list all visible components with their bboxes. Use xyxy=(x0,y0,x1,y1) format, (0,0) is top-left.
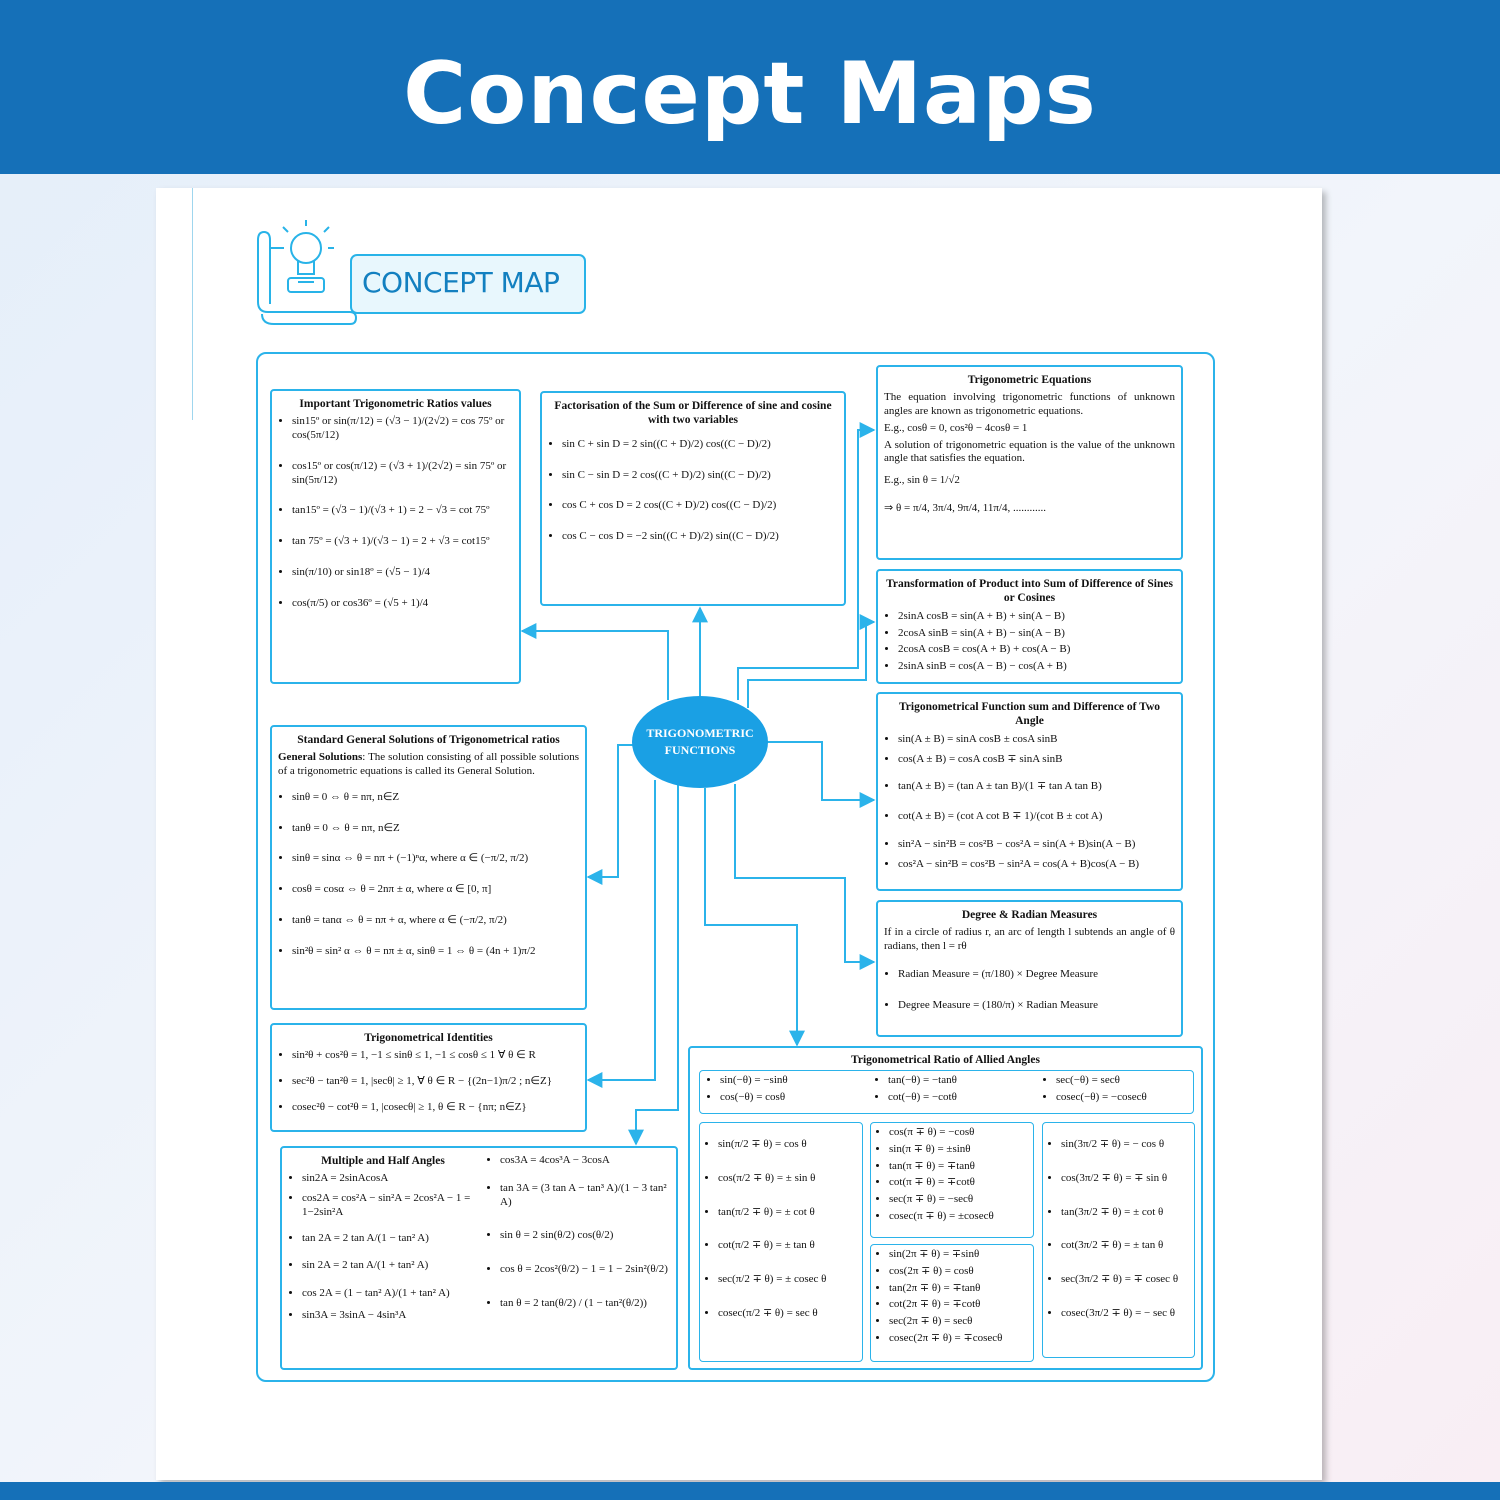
list-item: • cosec(2π ∓ θ) = ∓cosecθ xyxy=(889,1332,1027,1346)
box-sum-difference xyxy=(876,692,1183,891)
list-item: • cos(π ∓ θ) = −cosθ xyxy=(889,1126,1027,1140)
list-item: • sin3A = 3sinA − 4sin³A xyxy=(302,1309,478,1323)
list-item: • sinθ = 0 ⇔ θ = nπ, n∈Z xyxy=(292,791,579,805)
list-item: • Radian Measure = (π/180) × Degree Measure xyxy=(898,968,1175,982)
list-item: • cos3A = 4cos³A − 3cosA xyxy=(500,1154,672,1168)
allied-three-half-pi xyxy=(1042,1122,1195,1358)
list-item: • 2cosA cosB = cos(A + B) + cos(A − B) xyxy=(898,643,1175,657)
list-item: • cos C − cos D = −2 sin((C + D)/2) sin((C − D)/2) xyxy=(562,530,838,544)
list-item: • tan(2π ∓ θ) = ∓tanθ xyxy=(889,1282,1027,1296)
list-item: • sin(A ± B) = sinA cosB ± cosA sinB xyxy=(898,733,1175,747)
list-item: • tan 75º = (√3 + 1)/(√3 − 1) = 2 + √3 = cot15º xyxy=(292,535,513,549)
equations-solution-definition: A solution of trigonometric equation is the value of the unknown angle that satisfies the equation. xyxy=(884,438,1175,465)
list-item: • cosec(3π/2 ∓ θ) = − sec θ xyxy=(1061,1307,1188,1321)
center-node-trigonometric-functions xyxy=(632,696,768,788)
list-item: • cot(A ± B) = (cot A cot B ∓ 1)/(cot B ± cot A) xyxy=(898,810,1175,824)
list-item: • cot(3π/2 ∓ θ) = ± tan θ xyxy=(1061,1239,1188,1253)
list-item: • cos(2π ∓ θ) = cosθ xyxy=(889,1265,1027,1279)
list-item: • cos2A = cos²A − sin²A = 2cos²A − 1 = 1−2sin²A xyxy=(302,1192,478,1220)
box-title: Transformation of Product into Sum of Difference of Sines or Cosines xyxy=(886,578,1173,605)
box-title: Trigonometric Equations xyxy=(967,374,1092,386)
page-title: Concept Maps xyxy=(403,44,1097,144)
box-title: Factorisation of the Sum or Difference of sine and cosine with two variables xyxy=(554,400,832,427)
general-solutions-definition: : The solution consisting of all possible solutions of a trigonometric equations is called its General Solution. xyxy=(278,751,579,778)
list-item: • sec²θ − tan²θ = 1, |secθ| ≥ 1, ∀ θ ∈ R − {(2n−1)π/2 ; n∈Z} xyxy=(292,1075,579,1089)
list-item: • cosec(π ∓ θ) = ±cosecθ xyxy=(889,1210,1027,1224)
equations-solution: ⇒ θ = π/4, 3π/4, 9π/4, 11π/4, ............ xyxy=(884,501,1046,514)
allied-half-pi xyxy=(699,1122,863,1362)
list-item: • tan15º = (√3 − 1)/(√3 + 1) = 2 − √3 = cot 75º xyxy=(292,504,513,518)
box-important-ratios xyxy=(270,389,521,684)
allied-pi xyxy=(870,1122,1034,1238)
box-title: Trigonometrical Identities xyxy=(364,1032,493,1044)
list-item: • sec(2π ∓ θ) = secθ xyxy=(889,1315,1027,1329)
list-item: • Degree Measure = (180/π) × Radian Measure xyxy=(898,999,1175,1013)
list-item: • cos C + cos D = 2 cos((C + D)/2) cos((C − D)/2) xyxy=(562,499,838,513)
list-item: • tan(π/2 ∓ θ) = ± cot θ xyxy=(718,1206,856,1220)
list-item: • sin²A − sin²B = cos²B − cos²A = sin(A + B)sin(A − B) xyxy=(898,838,1175,852)
concept-map-label: CONCEPT MAP xyxy=(362,266,560,299)
list-item: • 2sinA sinB = cos(A − B) − cos(A + B) xyxy=(898,660,1175,674)
box-title: Standard General Solutions of Trigonometrical ratios xyxy=(297,734,560,746)
list-item: • tan θ = 2 tan(θ/2) / (1 − tan²(θ/2)) xyxy=(500,1297,672,1311)
center-node-line2: FUNCTIONS xyxy=(664,742,736,757)
list-item: • sin15º or sin(π/12) = (√3 − 1)/(2√2) = cos 75º or cos(5π/12) xyxy=(292,415,513,443)
list-item: • sin(2π ∓ θ) = ∓sinθ xyxy=(889,1248,1027,1262)
list-item: • cos(π/2 ∓ θ) = ± sin θ xyxy=(718,1172,856,1186)
list-item: • cos(A ± B) = cosA cosB ∓ sinA sinB xyxy=(898,753,1175,767)
list-item: • tan 3A = (3 tan A − tan³ A)/(1 − 3 tan² A) xyxy=(500,1182,672,1210)
list-item: • cot(−θ) = −cotθ xyxy=(888,1091,1056,1105)
center-node-line1: TRIGONOMETRIC xyxy=(646,726,754,740)
list-item: • tan(−θ) = −tanθ xyxy=(888,1074,1056,1088)
box-degree-radian xyxy=(876,900,1183,1037)
box-trigonometric-equations xyxy=(876,365,1183,560)
bottom-bar xyxy=(0,1482,1500,1500)
list-item: • tan(3π/2 ∓ θ) = ± cot θ xyxy=(1061,1206,1188,1220)
list-item: • cos(3π/2 ∓ θ) = ∓ sin θ xyxy=(1061,1172,1188,1186)
allied-two-pi xyxy=(870,1244,1034,1362)
list-item: • sin θ = 2 sin(θ/2) cos(θ/2) xyxy=(500,1229,672,1243)
list-item: • sin C − sin D = 2 cos((C + D)/2) sin((C − D)/2) xyxy=(562,469,838,483)
list-item: • sec(−θ) = secθ xyxy=(1056,1074,1194,1088)
box-transformation xyxy=(876,569,1183,684)
list-item: • sec(π/2 ∓ θ) = ± cosec θ xyxy=(718,1273,856,1287)
box-identities xyxy=(270,1023,587,1132)
box-multiple-half-angles xyxy=(280,1146,678,1370)
list-item: • sec(3π/2 ∓ θ) = ∓ cosec θ xyxy=(1061,1273,1188,1287)
list-item: • tan(A ± B) = (tan A ± tan B)/(1 ∓ tan A tan B) xyxy=(898,780,1175,794)
list-item: • cos(−θ) = cosθ xyxy=(720,1091,888,1105)
list-item: • cos θ = 2cos²(θ/2) − 1 = 1 − 2sin²(θ/2) xyxy=(500,1263,672,1277)
list-item: • sin(−θ) = −sinθ xyxy=(720,1074,888,1088)
list-item: • sin2A = 2sinAcosA xyxy=(302,1172,478,1186)
list-item: • sin²θ = sin² α ⇔ θ = nπ ± α, sinθ = 1 ⇔ θ = (4n + 1)π/2 xyxy=(292,945,579,959)
list-item: • sinθ = sinα ⇔ θ = nπ + (−1)ⁿα, where α ∈ (−π/2, π/2) xyxy=(292,852,579,866)
list-item: • tan(π ∓ θ) = ∓tanθ xyxy=(889,1160,1027,1174)
equations-definition: The equation involving trigonometric functions of unknown angles are known as trigonometric equations. xyxy=(884,391,1175,418)
list-item: • cos 2A = (1 − tan² A)/(1 + tan² A) xyxy=(302,1287,478,1301)
equations-example-2: E.g., sin θ = 1/√2 xyxy=(884,474,960,487)
list-item: • cos(π/5) or cos36º = (√5 + 1)/4 xyxy=(292,597,513,611)
list-item: • cosec²θ − cot²θ = 1, |cosecθ| ≥ 1, θ ∈ R − {nπ; n∈Z} xyxy=(292,1101,579,1115)
list-item: • cos²A − sin²B = cos²B − sin²A = cos(A + B)cos(A − B) xyxy=(898,858,1175,872)
list-item: • sin 2A = 2 tan A/(1 + tan² A) xyxy=(302,1259,478,1273)
list-item: • sec(π ∓ θ) = −secθ xyxy=(889,1193,1027,1207)
general-solutions-lead: General Solutions xyxy=(278,751,363,764)
list-item: • cosθ = cosα ⇔ θ = 2nπ ± α, where α ∈ [0, π] xyxy=(292,883,579,897)
list-item: • sin(π/10) or sin18º = (√5 − 1)/4 xyxy=(292,566,513,580)
equations-example-1: E.g., cosθ = 0, cos²θ − 4cosθ = 1 xyxy=(884,421,1028,434)
box-title: Degree & Radian Measures xyxy=(961,909,1098,921)
list-item: • 2cosA sinB = sin(A + B) − sin(A − B) xyxy=(898,627,1175,641)
list-item: • tan 2A = 2 tan A/(1 − tan² A) xyxy=(302,1232,478,1246)
allied-negative-angles xyxy=(699,1070,1194,1114)
box-title: Trigonometrical Ratio of Allied Angles xyxy=(851,1054,1040,1066)
list-item: • sin(3π/2 ∓ θ) = − cos θ xyxy=(1061,1138,1188,1152)
list-item: • cot(2π ∓ θ) = ∓cotθ xyxy=(889,1298,1027,1312)
list-item: • cot(π ∓ θ) = ∓cotθ xyxy=(889,1176,1027,1190)
list-item: • sin(π/2 ∓ θ) = cos θ xyxy=(718,1138,856,1152)
list-item: • 2sinA cosB = sin(A + B) + sin(A − B) xyxy=(898,610,1175,624)
box-allied-angles xyxy=(688,1046,1203,1370)
list-item: • cosec(π/2 ∓ θ) = sec θ xyxy=(718,1307,856,1321)
box-title: Multiple and Half Angles xyxy=(321,1155,445,1167)
list-item: • sin²θ + cos²θ = 1, −1 ≤ sinθ ≤ 1, −1 ≤ cosθ ≤ 1 ∀ θ ∈ R xyxy=(292,1049,579,1063)
box-factorisation xyxy=(540,391,846,606)
list-item: • tanθ = tanα ⇔ θ = nπ + α, where α ∈ (−π/2, π/2) xyxy=(292,914,579,928)
list-item: • tanθ = 0 ⇔ θ = nπ, n∈Z xyxy=(292,822,579,836)
list-item: • cot(π/2 ∓ θ) = ± tan θ xyxy=(718,1239,856,1253)
list-item: • sin C + sin D = 2 sin((C + D)/2) cos((C − D)/2) xyxy=(562,438,838,452)
box-title: Important Trigonometric Ratios values xyxy=(299,398,492,410)
list-item: • cosec(−θ) = −cosecθ xyxy=(1056,1091,1194,1105)
degree-definition: If in a circle of radius r, an arc of length l subtends an angle of θ radians, then l = rθ xyxy=(884,926,1175,953)
box-title: Trigonometrical Function sum and Difference of Two Angle xyxy=(898,701,1161,728)
list-item: • sin(π ∓ θ) = ±sinθ xyxy=(889,1143,1027,1157)
box-general-solutions xyxy=(270,725,587,1010)
list-item: • cos15º or cos(π/12) = (√3 + 1)/(2√2) = sin 75º or sin(5π/12) xyxy=(292,460,513,488)
